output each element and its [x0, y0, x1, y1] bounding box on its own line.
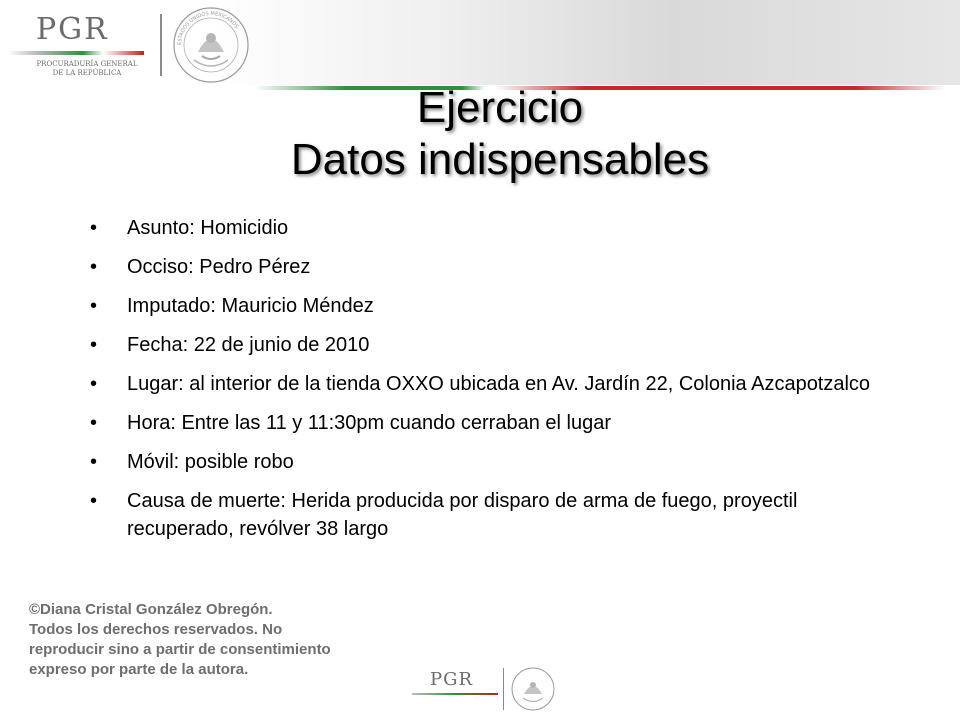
bullet-text: Causa de muerte: Herida producida por disparo de arma de fuego, proyectil recuperado, revólver 38 largo: [127, 490, 798, 540]
header-divider: [160, 14, 162, 76]
logo-subtitle-line1: PROCURADURÍA GENERAL: [36, 60, 138, 68]
copyright-line2: Todos los derechos reservados. No: [29, 621, 283, 638]
seal-caption: ESTADOS UNIDOS MEXICANOS: [176, 10, 240, 46]
bullet-text: Fecha: 22 de junio de 2010: [127, 334, 370, 356]
footer-logo-text: PGR: [430, 669, 474, 690]
copyright-line1: ©Diana Cristal González Obregón.: [29, 601, 273, 618]
bullet-dot-icon: •: [90, 412, 98, 434]
bullet-item: [90, 214, 900, 242]
copyright-line3: reproducir sino a partir de consentimiento: [29, 641, 331, 658]
bullet-text: Móvil: posible robo: [127, 451, 294, 473]
bullet-item: [90, 487, 900, 543]
bullet-dot-icon: •: [90, 256, 98, 278]
bullet-item: [90, 370, 900, 398]
mexico-seal-icon: [172, 6, 250, 84]
bullet-dot-icon: •: [90, 295, 98, 317]
title-line2: Datos indispensables: [290, 135, 710, 184]
bullet-dot-icon: •: [90, 451, 98, 473]
copyright-line4: expreso por parte de la autora.: [29, 661, 249, 678]
bullet-list: [90, 214, 900, 554]
bullet-item: [90, 331, 900, 359]
copyright-note: [29, 600, 419, 680]
title-line1: Ejercicio: [416, 83, 584, 132]
bullet-dot-icon: •: [90, 334, 98, 356]
bullet-text: Imputado: Mauricio Méndez: [127, 295, 374, 317]
bullet-dot-icon: •: [90, 217, 98, 239]
pgr-logo-text: PGR: [36, 12, 109, 47]
bullet-item: [90, 409, 900, 437]
bullet-item: [90, 292, 900, 320]
footer-tricolor-line: [412, 693, 498, 695]
bullet-text: Lugar: al interior de la tienda OXXO ubicada en Av. Jardín 22, Colonia Azcapotzalco: [127, 373, 871, 395]
bullet-dot-icon: •: [90, 373, 98, 395]
bullet-text: Asunto: Homicidio: [127, 217, 289, 239]
logo-tricolor-line: [8, 51, 144, 55]
footer-divider: [503, 668, 504, 710]
footer-pgr-logo: [410, 665, 500, 715]
footer-seal-icon: [510, 666, 556, 712]
bullet-item: [90, 448, 900, 476]
bullet-dot-icon: •: [90, 490, 98, 512]
bullet-item: [90, 253, 900, 281]
bullet-text: Occiso: Pedro Pérez: [127, 256, 311, 278]
pgr-logo-subtitle: [32, 60, 142, 78]
pgr-logo: [8, 10, 148, 80]
slide-title: [260, 82, 740, 186]
bullet-text: Hora: Entre las 11 y 11:30pm cuando cerraban el lugar: [127, 412, 611, 434]
logo-subtitle-line2: DE LA REPÚBLICA: [52, 69, 122, 77]
